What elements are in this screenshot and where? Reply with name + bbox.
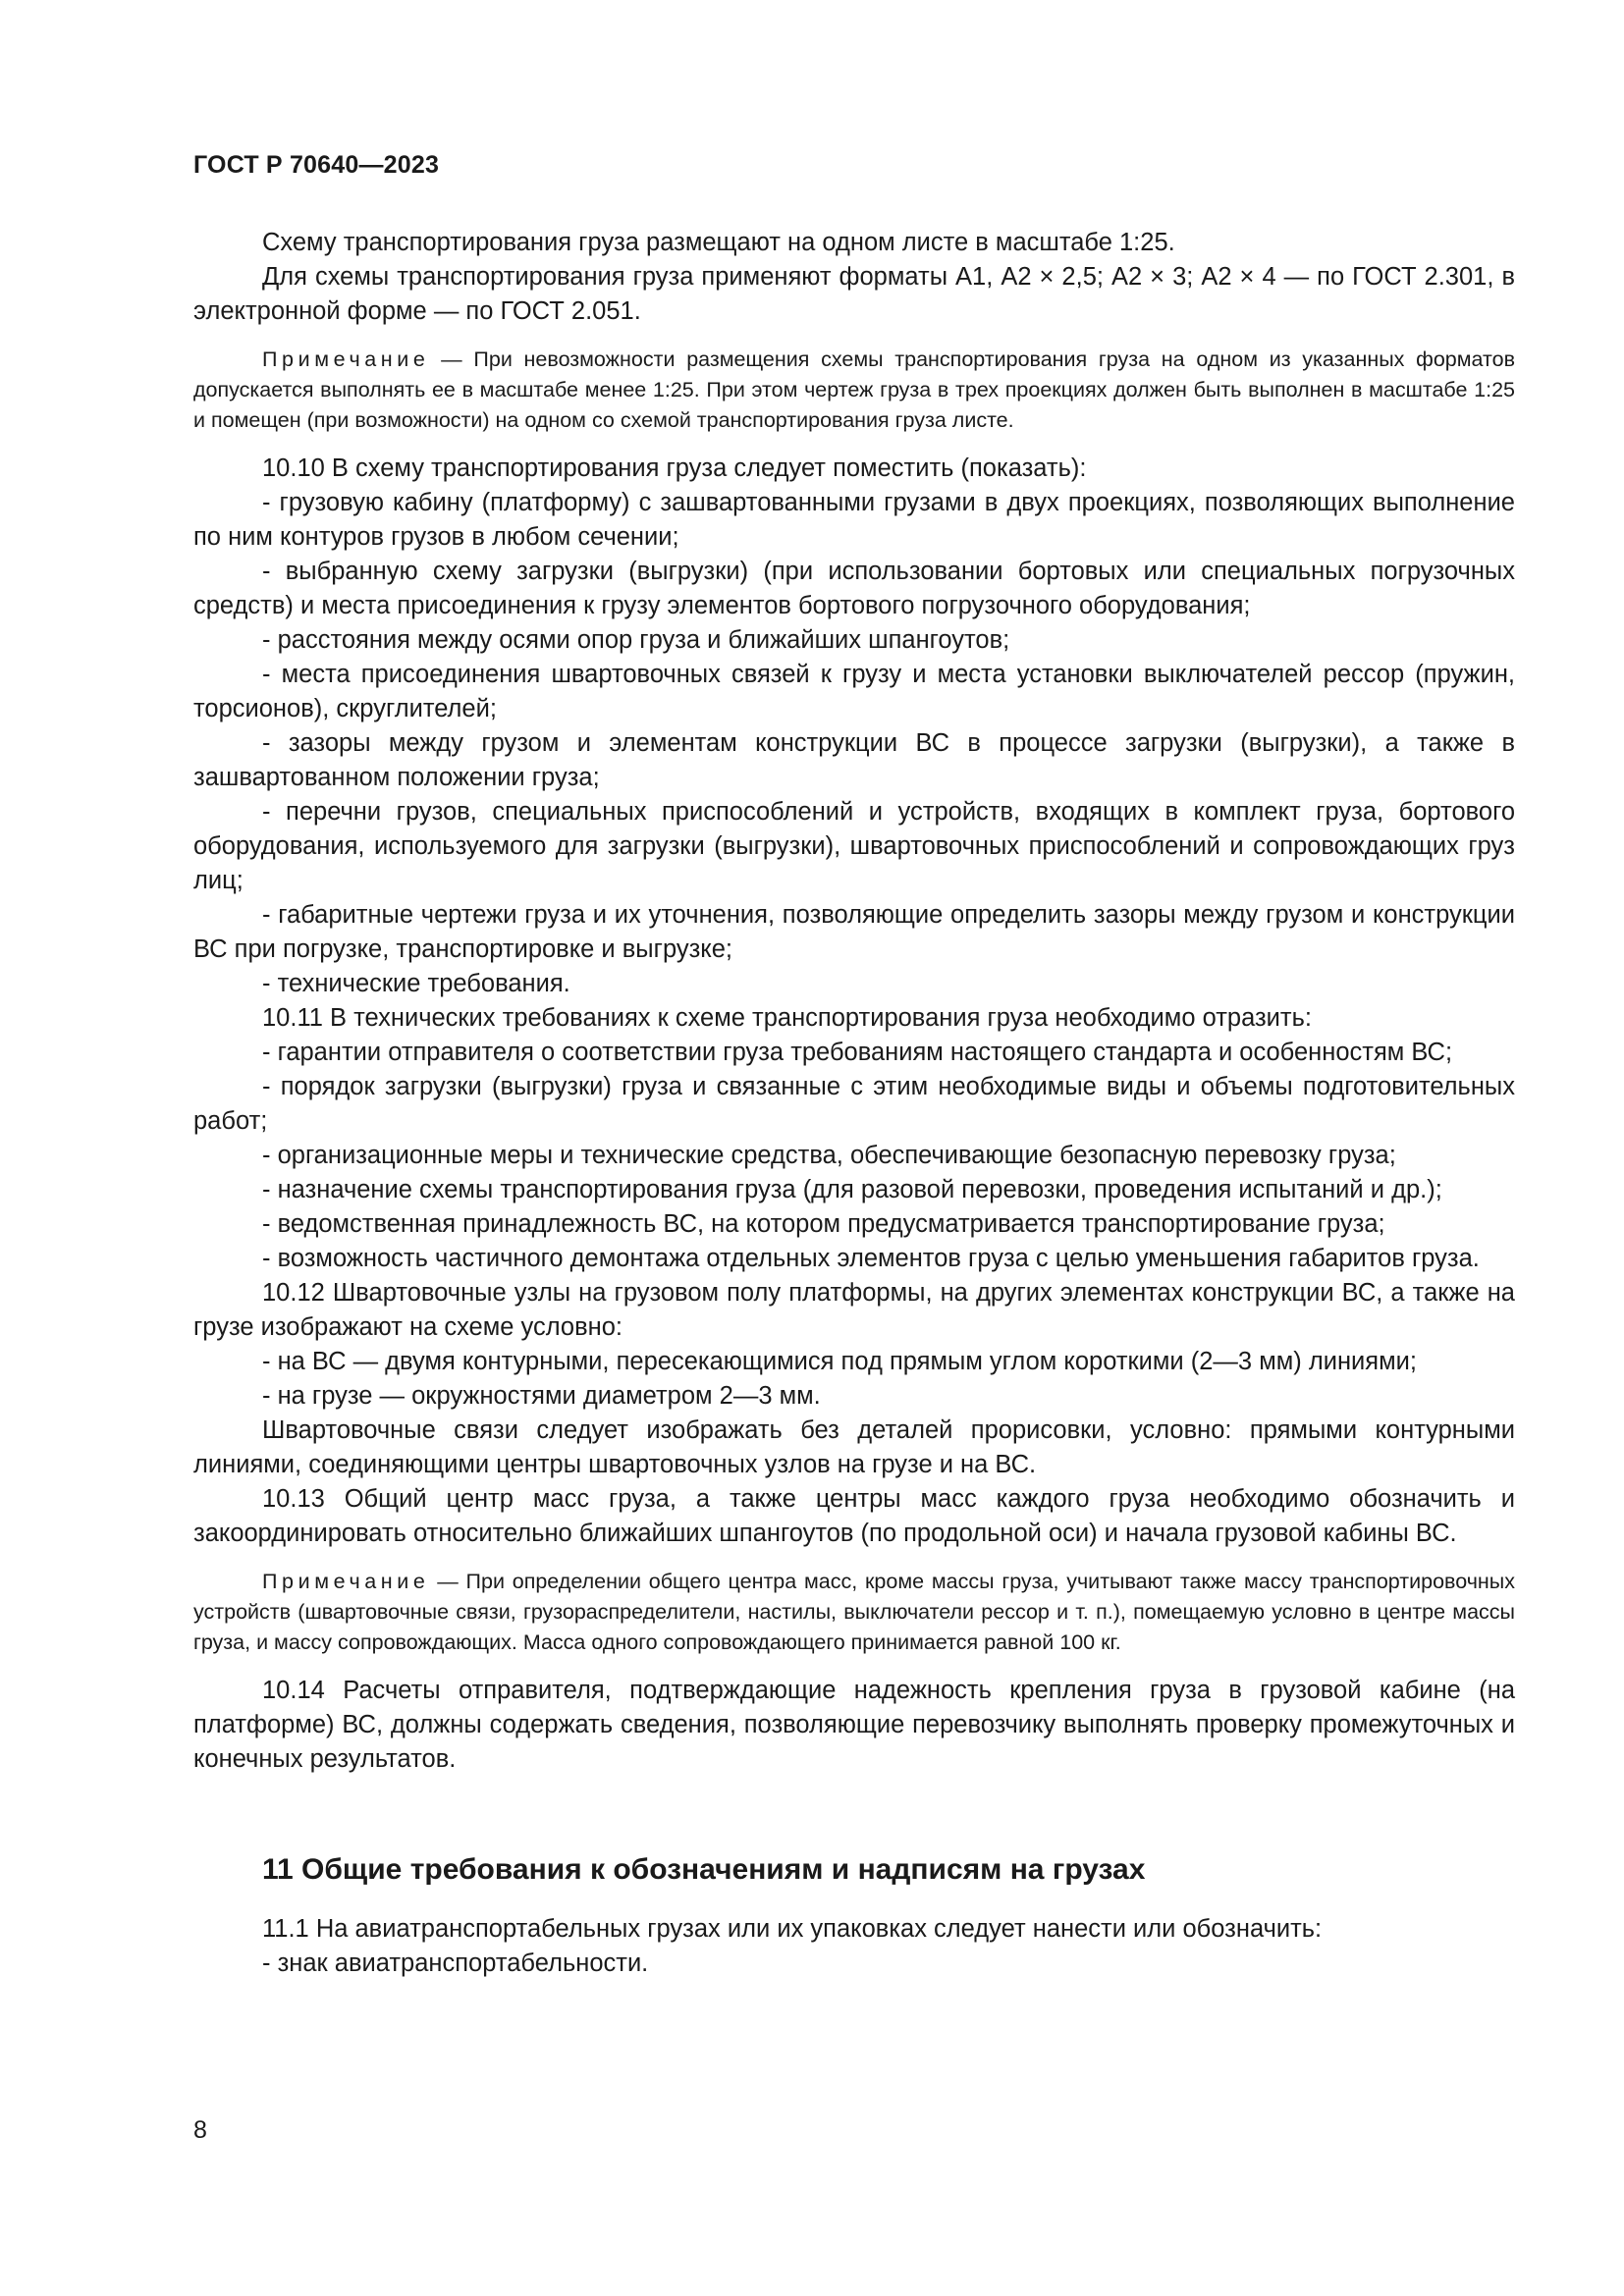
clause-10-10: 10.10 В схему транспортирования груза следует поместить (показать): [262, 454, 1087, 482]
clause-11-1: 11.1 На авиатранспортабельных грузах или их упаковках следует нанести или обозначить: [262, 1915, 1323, 1943]
list-item: - выбранную схему загрузки (выгрузки) (при использовании бортовых или специальных погрузочных средств) и места присоединения к грузу элементов бортового погрузочного оборудования; [193, 558, 1515, 619]
note [193, 345, 1515, 436]
section-heading: 11 Общие требования к обозначениям и надписям на грузах [262, 1853, 1146, 1886]
list-item: - грузовую кабину (платформу) с зашвартованными грузами в двух проекциях, позволяющих выполнение по ним контуров грузов в любом сечении; [193, 489, 1515, 551]
list-item: - гарантии отправителя о соответствии груза требованиям настоящего стандарта и особенностям ВС; [262, 1039, 1453, 1066]
list-item: - возможность частичного демонтажа отдельных элементов груза с целью уменьшения габаритов груза. [262, 1245, 1480, 1272]
document-body [193, 226, 1515, 1981]
clause-10-13: 10.13 Общий центр масс груза, а также центры масс каждого груза необходимо обозначить и закоординировать относительно ближайших шпангоутов (по продольной оси) и начала грузовой кабины ВС. [193, 1485, 1515, 1547]
note-text: — При определении общего центра масс, кроме массы груза, учитывают также массу транспортировочных устройств (швартовочные связи, грузораспределители, настилы, выключатели рессор и т. п.), помещаемую условно в центре массы груза, и массу сопровождающих. Масса одного сопровождающего принимается равной 100 кг. [193, 1570, 1515, 1654]
note-label: Примечание [262, 1570, 430, 1593]
document-header: ГОСТ Р 70640—2023 [193, 151, 440, 179]
note-text: — При невозможности размещения схемы транспортирования груза на одном из указанных форматов допускается выполнять ее в масштабе менее 1:25. При этом чертеж груза в трех проекциях должен быть выполнен в масштабе 1:25 и помещен (при возможности) на одном со схемой транспортирования груза листе. [193, 347, 1515, 432]
list-item: - ведомственная принадлежность ВС, на котором предусматривается транспортирование груза; [262, 1210, 1385, 1238]
clause-10-11: 10.11 В технических требованиях к схеме транспортирования груза необходимо отразить: [262, 1004, 1312, 1032]
list-item: - перечни грузов, специальных приспособлений и устройств, входящих в комплект груза, бортового оборудования, используемого для загрузки (выгрузки), швартовочных приспособлений и сопровождающих груз лиц; [193, 798, 1515, 894]
list-item: - организационные меры и технические средства, обеспечивающие безопасную перевозку груза; [262, 1142, 1396, 1169]
note [193, 1567, 1515, 1658]
paragraph: Для схемы транспортирования груза применяют форматы А1, А2 × 2,5; А2 × 3; А2 × 4 — по ГОСТ 2.301, в электронной форме — по ГОСТ 2.051. [193, 263, 1515, 325]
clause-10-12: 10.12 Швартовочные узлы на грузовом полу платформы, на других элементах конструкции ВС, а также на грузе изображают на схеме условно: [193, 1279, 1515, 1341]
list-item: - зазоры между грузом и элементам конструкции ВС в процессе загрузки (выгрузки), а также в зашвартованном положении груза; [193, 729, 1515, 791]
note-label: Примечание [262, 347, 430, 371]
list-item: - порядок загрузки (выгрузки) груза и связанные с этим необходимые виды и объемы подготовительных работ; [193, 1073, 1515, 1135]
clause-10-14: 10.14 Расчеты отправителя, подтверждающие надежность крепления груза в грузовой кабине (на платформе) ВС, должны содержать сведения, позволяющие перевозчику выполнять проверку промежуточных и конечных результатов. [193, 1677, 1515, 1773]
list-item: - на грузе — окружностями диаметром 2—3 мм. [262, 1382, 821, 1410]
list-item: - места присоединения швартовочных связей к грузу и места установки выключателей рессор (пружин, торсионов), скруглителей; [193, 661, 1515, 722]
list-item: - расстояния между осями опор груза и ближайших шпангоутов; [262, 626, 1010, 654]
list-item: - технические требования. [262, 970, 570, 997]
list-item: - габаритные чертежи груза и их уточнения, позволяющие определить зазоры между грузом и конструкции ВС при погрузке, транспортировке и выгрузке; [193, 901, 1515, 963]
list-item: - знак авиатранспортабельности. [262, 1949, 649, 1977]
list-item: - на ВС — двумя контурными, пересекающимися под прямым углом короткими (2—3 мм) линиями; [262, 1348, 1417, 1375]
list-item: - назначение схемы транспортирования груза (для разовой перевозки, проведения испытаний и др.); [262, 1176, 1442, 1203]
paragraph: Швартовочные связи следует изображать без деталей прорисовки, условно: прямыми контурными линиями, соединяющими центры швартовочных узлов на грузе и на ВС. [193, 1416, 1515, 1478]
paragraph: Схему транспортирования груза размещают на одном листе в масштабе 1:25. [262, 229, 1175, 256]
page-number: 8 [193, 2116, 207, 2144]
